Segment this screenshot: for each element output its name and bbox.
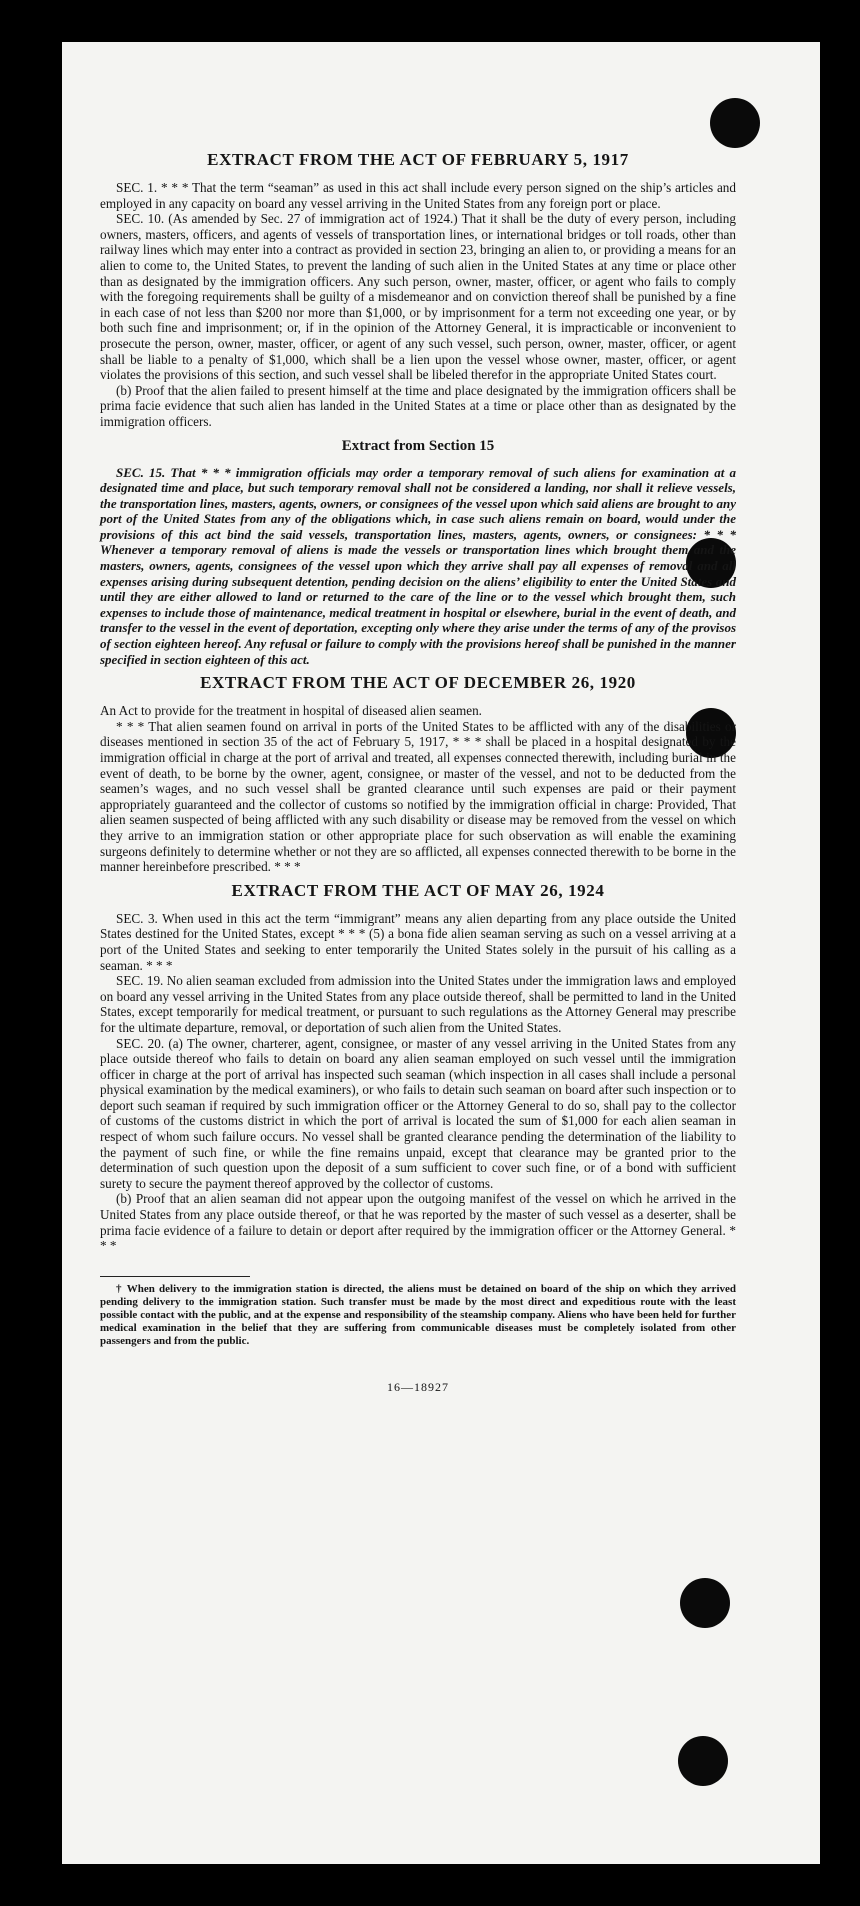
- section-paragraph: SEC. 19. No alien seaman excluded from admission into the United States under the immigration laws and employed on board any vessel arriving in the United States from any place outside thereof, shall be permitted to land in the United States, except temporarily for medical treatment, or pursuant to such regulations as the Attorney General may prescribe for the ultimate departure, removal, or deportation of such alien from the United States.: [100, 973, 736, 1035]
- section-paragraph: SEC. 3. When used in this act the term “immigrant” means any alien departing from any place outside the United States destined for the United States, except * * * (5) a bona fide alien seaman serving as such on a vessel arriving at a port of the United States and seeking to enter temporarily the United States solely in the pursuit of his calling as a seaman. * * *: [100, 910, 736, 973]
- section-paragraph: * * * That alien seamen found on arrival in ports of the United States to be afflicted with any of the disabilities or diseases mentioned in section 35 of the act of February 5, 1917, * * * shall be placed in a hospital designated by the immigration official in charge at the port of arrival and treated, all expenses connected therewith, including burial in the event of death, to be borne by the owner, agent, consignee, or master of the vessel, and not to be deducted from the seamen’s wages, and no such vessel shall be granted clearance until such expenses are paid or their payment appropriately guaranteed and the collector of customs so notified by the immigration official in charge: Provided, That alien seamen suspected of being afflicted with any such disability or disease may be removed from the vessel on which they arrive to an immigration station or other appropriate place for such observation as will enable the examining surgeons definitely to determine whether or not they are so afflicted, all expenses connected therewith to be borne in the manner hereinbefore prescribed. * * *: [100, 718, 736, 875]
- section-title: Extract from Section 15: [341, 437, 495, 454]
- punch-hole: [678, 1736, 728, 1786]
- section-paragraph: (b) Proof that the alien failed to present himself at the time and place designated by the immigration officers shall be prima facie evidence that such alien has landed in the United States at a time or place other than as designated by the immigration officers.: [100, 382, 736, 429]
- footnote: † When delivery to the immigration station is directed, the aliens must be detained on board of the ship on which they arrived pending delivery to the immigration station. Such transfer must be made by the most direct and expeditious route with the least possible contact with the public, and at the expense and responsibility of the steamship company. Aliens who have been held for further medical examination in the belief that they are suffering from communicable diseases must be completely isolated from other passengers and from the public.: [100, 1282, 736, 1347]
- section-title: EXTRACT FROM THE ACT OF DECEMBER 26, 1920: [200, 673, 636, 693]
- section-paragraph: SEC. 20. (a) The owner, charterer, agent, consignee, or master of any vessel arriving in the United States from any place outside thereof who fails to detain on board any alien seaman employed on such vessel until the immigration officer in charge at the port of arrival has inspected such seaman (which inspection in all cases shall include a personal physical examination by the medical examiners), or who fails to detain such seaman on board after such inspection or to deport such seaman if required by such immigration officer or the Attorney General to do so, shall pay to the collector of customs of the customs district in which the port of arrival is located the sum of $1,000 for each alien seaman in respect of whom such failure occurs. No vessel shall be granted clearance pending the determination of the liability to the payment of such fine, or while the fine remains unpaid, except that clearance may be granted prior to the determination of such question upon the deposit of a sum sufficient to cover such fine, or of a bond with sufficient surety to secure the payment thereof approved by the collector of customs.: [100, 1035, 736, 1191]
- punch-hole: [710, 98, 760, 148]
- section-paragraph: (b) Proof that an alien seaman did not appear upon the outgoing manifest of the vessel on which he arrived in the United States from any place outside thereof, or that he was reported by the master of such vessel as a deserter, shall be prima facie evidence of a failure to detain or deport after required by the immigration officer or the Attorney General. * * *: [100, 1191, 736, 1254]
- section-paragraph: SEC. 1. * * * That the term “seaman” as used in this act shall include every person signed on the ship’s articles and employed in any capacity on board any vessel arriving in the United States from any foreign port or place.: [100, 180, 736, 211]
- section-paragraph: SEC. 15. That * * * immigration officials may order a temporary removal of such aliens for examination at a designated time and place, but such temporary removal shall not be considered a landing, nor shall it relieve vessels, the transportation lines, masters, agents, owners, or consignees of the vessel upon which said aliens are brought to any port of the United States from any of the obligations which, in case such aliens remain on board, would under the provisions of this act bind the said vessels, transportation lines, masters, agents, owners, or consignees: * * * Whenever a temporary removal of aliens is made the vessels or transportation lines which brought them and the masters, owners, agents, consignees of the vessel upon which they arrive shall pay all expenses of removal and all expenses arising during subsequent detention, pending decision on the aliens’ eligibility to enter the United States and until they are either allowed to land or returned to the care of the line or to the vessel which brought them, such expenses to include those of maintenance, medical treatment in hospital or elsewhere, burial in the event of death, and transfer to the vessel in the event of deportation, excepting only where they arise under the terms of any of the provisos of section eighteen hereof. Any refusal or failure to comply with the provisions hereof shall be punished in the manner specified in section eighteen of this act.: [100, 464, 736, 667]
- punch-hole: [680, 1578, 730, 1628]
- document-body: [100, 150, 736, 1395]
- footnote-divider: [100, 1276, 250, 1277]
- section-paragraph: An Act to provide for the treatment in hospital of diseased alien seamen.: [100, 703, 482, 719]
- section-paragraph: SEC. 10. (As amended by Sec. 27 of immigration act of 1924.) That it shall be the duty of every person, including owners, masters, officers, and agents of vessels of transportation lines, or international bridges or toll roads, other than railway lines which may enter into a contract as provided in section 23, bringing an alien to, or providing a means for an alien to come to, the United States, to prevent the landing of such alien in the United States at any time or place other than as designated by the immigration officers. Any such person, owner, master, officer, or agent who fails to comply with the foregoing requirements shall be guilty of a misdemeanor and on conviction thereof shall be punished by a fine in each case of not less than $200 nor more than $1,000, or by imprisonment for a term not exceeding one year, or by both such fine and imprisonment; or, if in the opinion of the Attorney General, it is impracticable or inconvenient to prosecute the person, owner, master, officer, or agent of any such vessel, such person, owner, master, officer, or agent shall be liable to a penalty of $1,000, which shall be a lien upon the vessel whose owner, master, officer, or agent violates the provisions of this section, and such vessel shall be libeled therefor in the appropriate United States court.: [100, 211, 736, 383]
- section-title: EXTRACT FROM THE ACT OF FEBRUARY 5, 1917: [207, 150, 629, 169]
- form-number: 16—18927: [387, 1379, 449, 1394]
- section-title: EXTRACT FROM THE ACT OF MAY 26, 1924: [231, 880, 605, 900]
